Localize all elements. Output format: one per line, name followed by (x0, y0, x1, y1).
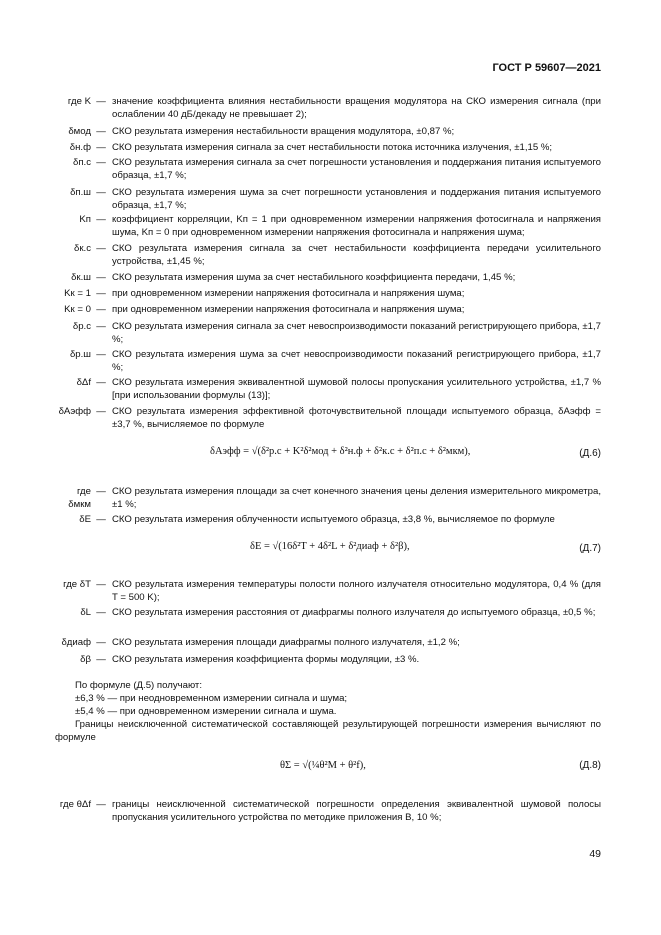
definition-dash: — (96, 157, 106, 168)
definition-text: при одновременном измерении напряжения фотосигнала и напряжения шума; (112, 304, 465, 315)
definition-symbol: где θΔf (59, 799, 91, 810)
definition-text: значение коэффициента влияния нестабильности вращения модулятора на СКО измерения сигнала (при ослаблении 40 дБ/декаду не превышает 2); (112, 96, 601, 120)
definition-dash: — (96, 377, 106, 388)
definition-symbol: δр.ш (69, 349, 91, 360)
definition-symbol: Kп (79, 214, 91, 225)
definition-dash: — (96, 321, 106, 332)
definition-dash: — (96, 579, 106, 590)
definition-symbol: δΔf (76, 377, 91, 388)
definition-text: СКО результата измерения сигнала за счет погрешности установления и поддержания питания испытуемого образца, ±1,7 %; (112, 157, 601, 181)
definition-text: СКО результата измерения шума за счет невоспроизводимости показаний регистрирующего прибора, ±1,7 %; (112, 349, 601, 373)
definition-text: СКО результата измерения эквивалентной шумовой полосы пропускания усилительного устройства, ±1,7 % [при использовании формулы (13)]; (112, 377, 601, 401)
definition-text: при одновременном измерении напряжения фотосигнала и напряжения шума; (112, 288, 465, 299)
definition-text: СКО результата измерения сигнала за счет нестабильности потока источника излучения, ±1,15 %; (112, 142, 553, 153)
definition-dash: — (96, 637, 106, 648)
definition-text: СКО результата измерения коэффициента формы модуляции, ±3 %. (112, 654, 420, 665)
definition-symbol: δL (80, 607, 91, 618)
definition-symbol: δк.с (74, 243, 91, 254)
definition-text: СКО результата измерения нестабильности вращения модулятора, ±0,87 %; (112, 126, 455, 137)
definition-text: коэффициент корреляции, Kп = 1 при одновременном измерении напряжения фотосигнала и напряжения шума, Kп = 0 при одновременном измерении напряжения фотосигнала и напряжения шума; (112, 214, 601, 238)
definition-dash: — (96, 349, 106, 360)
definition-text: СКО результата измерения температуры полости полного излучателя относительно модулятора, 0,4 % (для T = 500 K); (112, 579, 601, 603)
definition-dash: — (96, 304, 106, 315)
document-header: ГОСТ Р 59607—2021 (492, 62, 601, 74)
definition-symbol: δп.ш (70, 187, 91, 198)
definition-text: СКО результата измерения облученности испытуемого образца, ±3,8 %, вычисляемое по формуле (112, 514, 555, 525)
definition-symbol: где δмкм (68, 486, 91, 510)
formula-d8: θΣ = √(¼θ²M + θ²f), (280, 760, 366, 771)
definition-text: СКО результата измерения расстояния от диафрагмы полного излучателя до испытуемого образца, ±0,5 %; (112, 607, 596, 618)
formula-number: (Д.6) (579, 448, 601, 459)
definition-symbol: δдиаф (61, 637, 91, 648)
definition-symbol: Kк = 0 (64, 304, 91, 315)
definition-dash: — (96, 288, 106, 299)
definition-symbol: δн.ф (69, 142, 91, 153)
definition-symbol: где K (67, 96, 91, 107)
definition-dash: — (96, 187, 106, 198)
definition-symbol: δр.с (72, 321, 91, 332)
definition-row (55, 95, 601, 121)
definition-dash: — (96, 799, 106, 810)
definition-text: СКО результата измерения площади за счет конечного значения цены деления измерительного микрометра, ±1 %; (112, 486, 601, 510)
definition-symbol: δмод (68, 126, 91, 137)
definition-dash: — (96, 272, 106, 283)
definition-symbol: δAэфф (58, 406, 91, 417)
paragraph: По формуле (Д.5) получают: (75, 680, 202, 691)
definition-symbol: где δT (63, 579, 91, 590)
definition-dash: — (96, 214, 106, 225)
definition-symbol: δп.с (73, 157, 91, 168)
paragraph: Границы неисключенной систематической составляющей результирующей погрешности измерения вычисляют по формуле (55, 719, 601, 743)
definition-symbol: δβ (80, 654, 91, 665)
definition-dash: — (96, 243, 106, 254)
definition-text: СКО результата измерения шума за счет погрешности установления и поддержания питания испытуемого образца, ±1,7 %; (112, 187, 601, 211)
definition-symbol: δE (79, 514, 91, 525)
formula-number: (Д.8) (579, 760, 601, 771)
definition-text: СКО результата измерения площади диафрагмы полного излучателя, ±1,2 %; (112, 637, 460, 648)
definition-text: СКО результата измерения эффективной фоточувствительной площади испытуемого образца, δAэфф = ±3,7 %, вычисляемое по формуле (112, 406, 601, 430)
definition-symbol: δк.ш (71, 272, 91, 283)
definition-dash: — (96, 607, 106, 618)
page-number: 49 (589, 848, 601, 860)
definition-dash: — (96, 406, 106, 417)
definition-symbol: Kк = 1 (64, 288, 91, 299)
paragraph: ±5,4 % — при одновременном измерении сигнала и шума. (75, 706, 337, 717)
definition-dash: — (96, 96, 106, 107)
formula-d6: δAэфф = √(δ²р.с + K²δ²мод + δ²н.ф + δ²к.с + δ²п.с + δ²мкм), (210, 446, 471, 457)
paragraph: ±6,3 % — при неодновременном измерении сигнала и шума; (75, 693, 348, 704)
definition-text: СКО результата измерения шума за счет нестабильного коэффициента передачи, 1,45 %; (112, 272, 516, 283)
definition-text: СКО результата измерения сигнала за счет нестабильности коэффициента передачи усилительного устройства, ±1,45 %; (112, 243, 601, 267)
formula-number: (Д.7) (579, 543, 601, 554)
definition-text: СКО результата измерения сигнала за счет невоспроизводимости показаний регистрирующего прибора, ±1,7 %; (112, 321, 601, 345)
formula-d7: δE = √(16δ²T + 4δ²L + δ²диаф + δ²β), (250, 541, 410, 552)
definition-dash: — (96, 142, 106, 153)
definition-dash: — (96, 486, 106, 497)
definition-dash: — (96, 654, 106, 665)
definition-text: границы неисключенной систематической погрешности определения эквивалентной шумовой полосы пропускания усилительного устройства по методике приложения В, 10 %; (112, 799, 601, 823)
definition-dash: — (96, 126, 106, 137)
definition-dash: — (96, 514, 106, 525)
